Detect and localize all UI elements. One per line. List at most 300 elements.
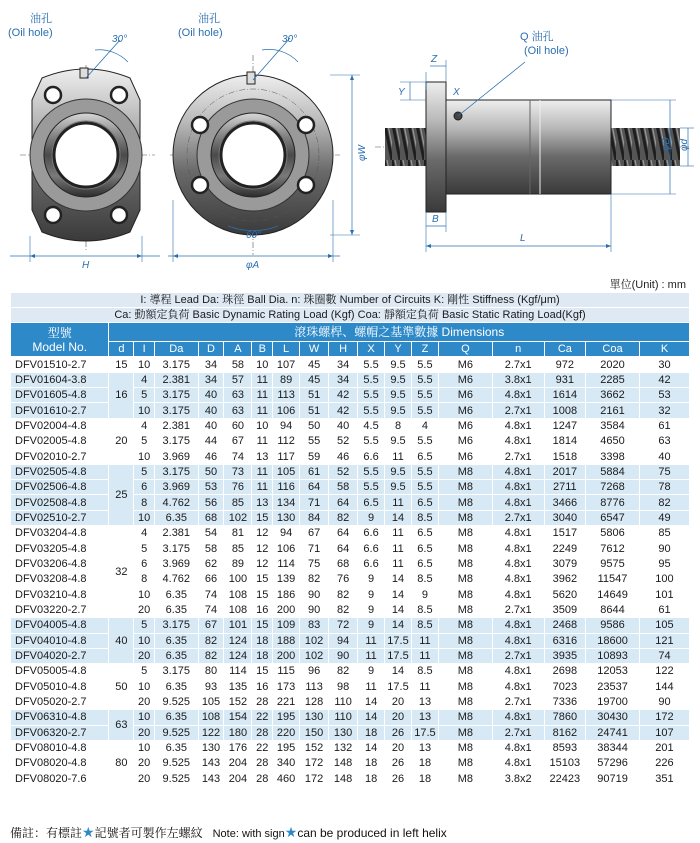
column-header-ca: Ca (544, 342, 585, 357)
table-cell: 6.5 (411, 556, 438, 571)
table-cell: M8 (438, 694, 492, 709)
table-cell: 4 (134, 372, 155, 387)
table-cell: 40 (329, 418, 358, 433)
table-cell: 4.8x1 (492, 526, 544, 541)
table-cell: M6 (438, 434, 492, 449)
table-cell: 30430 (586, 710, 640, 725)
table-cell: 20 (134, 648, 155, 663)
table-cell: 45 (300, 372, 329, 387)
table-cell: M8 (438, 771, 492, 786)
table-cell: 108 (224, 602, 252, 617)
table-cell: 45 (300, 357, 329, 372)
table-cell: 82 (329, 664, 358, 679)
table-cell: 94 (329, 633, 358, 648)
table-cell: 4 (411, 418, 438, 433)
table-cell: 67 (224, 434, 252, 449)
table-cell: 52 (329, 464, 358, 479)
table-cell: M8 (438, 572, 492, 587)
table-cell: 3.175 (155, 464, 199, 479)
table-cell: M8 (438, 648, 492, 663)
model-cell: DFV08020-7.6 (11, 771, 109, 786)
dim-d-label: φd (679, 138, 690, 151)
table-cell: 83 (300, 618, 329, 633)
table-cell: 102 (300, 633, 329, 648)
table-cell: 26 (385, 756, 412, 771)
table-cell: 2.7x1 (492, 449, 544, 464)
table-cell: 46 (329, 449, 358, 464)
table-cell: 154 (224, 710, 252, 725)
table-cell: 94 (273, 526, 300, 541)
table-cell: 204 (224, 771, 252, 786)
table-cell: 20 (385, 740, 412, 755)
table-cell: 102 (224, 510, 252, 525)
table-cell: 14 (358, 694, 385, 709)
table-cell: 4.8x1 (492, 556, 544, 571)
table-cell: 34 (198, 372, 224, 387)
table-cell: 116 (273, 480, 300, 495)
table-cell: 5 (134, 464, 155, 479)
dim-x-label: X (453, 87, 460, 98)
table-cell: 8.5 (411, 602, 438, 617)
column-header-q: Q (438, 342, 492, 357)
table-cell: 4.8x1 (492, 679, 544, 694)
table-cell: 2249 (544, 541, 585, 556)
table-cell: 74 (639, 648, 689, 663)
table-cell: 58 (198, 541, 224, 556)
table-cell: 6.35 (155, 510, 199, 525)
table-cell: 9.525 (155, 694, 199, 709)
table-cell: 931 (544, 372, 585, 387)
table-cell: 972 (544, 357, 585, 372)
table-row (11, 740, 690, 755)
table-cell: 2161 (586, 403, 640, 418)
table-cell: 6.35 (155, 740, 199, 755)
table-cell: 130 (329, 725, 358, 740)
table-cell: 95 (639, 556, 689, 571)
table-cell: 200 (273, 602, 300, 617)
table-cell: 16 (252, 679, 273, 694)
table-cell: 220 (273, 725, 300, 740)
table-cell: 115 (273, 664, 300, 679)
table-cell: 53 (639, 388, 689, 403)
table-cell: 76 (224, 480, 252, 495)
table-cell: 74 (198, 587, 224, 602)
table-cell: 3662 (586, 388, 640, 403)
table-cell: 57296 (586, 756, 640, 771)
table-cell: 71 (300, 541, 329, 556)
table-cell: 18 (411, 771, 438, 786)
table-cell: 8.5 (411, 510, 438, 525)
model-cell: DFV03204-4.8 (11, 526, 109, 541)
table-cell: 14 (385, 602, 412, 617)
table-cell: 11 (358, 679, 385, 694)
model-cell: DFV05020-2.7 (11, 694, 109, 709)
table-cell: 9 (358, 618, 385, 633)
table-cell: 7612 (586, 541, 640, 556)
table-cell: 128 (300, 694, 329, 709)
table-cell: 17.5 (411, 725, 438, 740)
table-cell: 226 (639, 756, 689, 771)
table-cell: 20 (134, 725, 155, 740)
table-cell: 90 (300, 602, 329, 617)
table-cell: 2711 (544, 480, 585, 495)
table-cell: 90 (329, 648, 358, 663)
table-cell: 40 (198, 403, 224, 418)
table-cell: 22 (252, 740, 273, 755)
table-cell: 102 (300, 648, 329, 663)
table-row (11, 357, 690, 372)
table-cell: 113 (300, 679, 329, 694)
table-cell: 109 (273, 618, 300, 633)
table-cell: 11 (252, 403, 273, 418)
angle-30-label-b: 30° (282, 34, 298, 45)
model-cell: DFV08020-4.8 (11, 756, 109, 771)
table-cell: 114 (224, 664, 252, 679)
table-cell: 12 (252, 556, 273, 571)
table-cell: 4 (134, 418, 155, 433)
table-cell: 6.5 (358, 495, 385, 510)
table-cell: 15 (252, 664, 273, 679)
table-cell: 10 (134, 587, 155, 602)
table-cell: 20 (134, 694, 155, 709)
table-cell: 90 (639, 541, 689, 556)
table-cell: 9.5 (385, 464, 412, 479)
table-cell: 10 (134, 403, 155, 418)
table-cell: 10 (134, 710, 155, 725)
oil-hole-label-cn-1: 油孔 (30, 13, 52, 25)
table-cell: M6 (438, 372, 492, 387)
table-cell: 9586 (586, 618, 640, 633)
table-cell: 22 (252, 710, 273, 725)
table-cell: 1614 (544, 388, 585, 403)
table-cell: 186 (273, 587, 300, 602)
table-cell: 78 (639, 480, 689, 495)
table-cell: 18 (358, 725, 385, 740)
table-cell: 4.8x1 (492, 664, 544, 679)
table-cell: 188 (273, 633, 300, 648)
table-cell: 6.6 (358, 449, 385, 464)
table-cell: 9.5 (385, 480, 412, 495)
ball-nut-drawing (0, 0, 700, 270)
table-cell: 18 (252, 648, 273, 663)
table-cell: 85 (639, 526, 689, 541)
table-cell: 5.5 (411, 372, 438, 387)
model-cell: DFV06310-4.8 (11, 710, 109, 725)
table-cell: 14 (358, 740, 385, 755)
table-cell: 110 (329, 710, 358, 725)
model-header (11, 323, 109, 357)
dim-h-label: H (82, 260, 90, 270)
table-cell: 89 (224, 556, 252, 571)
table-cell: 64 (329, 526, 358, 541)
table-cell: 152 (300, 740, 329, 755)
table-cell: 340 (273, 756, 300, 771)
table-cell: 4.8x1 (492, 587, 544, 602)
table-cell: 5.5 (411, 388, 438, 403)
column-header-a: A (224, 342, 252, 357)
table-cell: 108 (224, 587, 252, 602)
model-cell: DFV03210-4.8 (11, 587, 109, 602)
table-cell: 52 (329, 434, 358, 449)
table-cell: 28 (252, 756, 273, 771)
table-cell: 9575 (586, 556, 640, 571)
table-cell: 15 (252, 587, 273, 602)
footnote (10, 824, 447, 841)
table-cell: 51 (300, 403, 329, 418)
oil-hole-label-en-1: (Oil hole) (8, 27, 53, 39)
table-cell: 2285 (586, 372, 640, 387)
table-cell: 18600 (586, 633, 640, 648)
table-cell: 9.5 (385, 403, 412, 418)
table-cell: 16 (252, 602, 273, 617)
table-cell: 10 (134, 357, 155, 372)
table-cell: 50 (300, 418, 329, 433)
table-cell: 63 (639, 434, 689, 449)
oil-hole-label-en-2: (Oil hole) (178, 27, 223, 39)
shaft-dia-cell: 25 (109, 464, 134, 525)
model-cell: DFV05005-4.8 (11, 664, 109, 679)
table-cell: 4.8x1 (492, 572, 544, 587)
table-cell: 7860 (544, 710, 585, 725)
table-cell: 74 (224, 449, 252, 464)
table-cell: 6.35 (155, 648, 199, 663)
table-cell: M8 (438, 480, 492, 495)
table-cell: 5.5 (358, 403, 385, 418)
table-cell: 2468 (544, 618, 585, 633)
table-cell: M8 (438, 556, 492, 571)
table-cell: 13 (411, 740, 438, 755)
table-cell: 2698 (544, 664, 585, 679)
table-cell: 32 (639, 403, 689, 418)
table-cell: 11 (411, 679, 438, 694)
table-cell: 55 (300, 434, 329, 449)
table-cell: 113 (273, 388, 300, 403)
dim-z-label: Z (431, 54, 438, 65)
table-cell: 11 (358, 648, 385, 663)
table-cell: M8 (438, 510, 492, 525)
table-cell: 148 (329, 756, 358, 771)
table-cell: 89 (273, 372, 300, 387)
table-cell: 15 (252, 572, 273, 587)
table-cell: 6.35 (155, 710, 199, 725)
table-row (11, 418, 690, 433)
table-cell: 5.5 (411, 464, 438, 479)
table-cell: 28 (252, 694, 273, 709)
table-cell: 26 (385, 771, 412, 786)
model-cell: DFV02505-4.8 (11, 464, 109, 479)
table-cell: 6.35 (155, 587, 199, 602)
table-cell: 2.381 (155, 372, 199, 387)
table-cell: 10 (134, 633, 155, 648)
dim-b-label: B (432, 214, 439, 225)
table-cell: M8 (438, 633, 492, 648)
table-cell: 4.8x1 (492, 618, 544, 633)
table-cell: 124 (224, 648, 252, 663)
model-cell: DFV01605-4.8 (11, 388, 109, 403)
table-cell: 71 (300, 495, 329, 510)
table-cell: M6 (438, 403, 492, 418)
table-cell: 4.8x1 (492, 418, 544, 433)
table-cell: 3.175 (155, 434, 199, 449)
table-cell: 1008 (544, 403, 585, 418)
note-en-prefix: Note: with sign (212, 828, 285, 840)
table-cell: 107 (273, 357, 300, 372)
table-cell: 75 (639, 464, 689, 479)
table-cell: 9.5 (385, 372, 412, 387)
table-cell: 172 (639, 710, 689, 725)
table-cell: 8 (385, 418, 412, 433)
table-cell: 82 (329, 587, 358, 602)
spec-table (10, 292, 690, 787)
table-cell: 61 (639, 418, 689, 433)
table-cell: 1517 (544, 526, 585, 541)
table-cell: 51 (300, 388, 329, 403)
model-header-cn: 型號 (47, 325, 72, 340)
table-cell: 14 (358, 710, 385, 725)
table-cell: 9.525 (155, 771, 199, 786)
table-cell: 90 (300, 587, 329, 602)
table-cell: 14 (385, 572, 412, 587)
column-header-row (11, 342, 690, 357)
table-cell: M8 (438, 664, 492, 679)
table-cell: 173 (273, 679, 300, 694)
table-cell: 10 (134, 510, 155, 525)
table-cell: 105 (198, 694, 224, 709)
table-cell: 6547 (586, 510, 640, 525)
table-cell: 4.8x1 (492, 495, 544, 510)
table-cell: 80 (198, 664, 224, 679)
table-cell: 15 (252, 618, 273, 633)
table-cell: 20 (134, 602, 155, 617)
table-cell: 85 (224, 541, 252, 556)
table-row (11, 464, 690, 479)
column-header-d: D (198, 342, 224, 357)
table-cell: 7336 (544, 694, 585, 709)
table-cell: 172 (300, 756, 329, 771)
table-cell: 5.5 (358, 388, 385, 403)
table-cell: 14 (385, 664, 412, 679)
table-cell: 90 (639, 694, 689, 709)
table-cell: 114 (273, 556, 300, 571)
table-cell: 9.5 (385, 388, 412, 403)
table-cell: 9 (358, 572, 385, 587)
table-cell: 18 (411, 756, 438, 771)
table-cell: 3.8x1 (492, 372, 544, 387)
dim-y-label: Y (398, 87, 405, 98)
note-cn-prefix: 備註：有標註 (10, 826, 83, 840)
table-cell: 82 (300, 572, 329, 587)
table-cell: 5884 (586, 464, 640, 479)
table-cell: 5 (134, 618, 155, 633)
table-cell: 63 (224, 388, 252, 403)
table-cell: 11 (252, 480, 273, 495)
table-cell: 18 (358, 771, 385, 786)
table-cell: 7023 (544, 679, 585, 694)
model-cell: DFV03206-4.8 (11, 556, 109, 571)
table-cell: 9.525 (155, 725, 199, 740)
table-cell: 148 (329, 771, 358, 786)
table-cell: 8162 (544, 725, 585, 740)
table-cell: 64 (329, 541, 358, 556)
table-cell: 4.8x1 (492, 388, 544, 403)
table-cell: 106 (273, 403, 300, 418)
model-cell: DFV03208-4.8 (11, 572, 109, 587)
table-cell: 3962 (544, 572, 585, 587)
table-cell: 5620 (544, 587, 585, 602)
table-cell: 3466 (544, 495, 585, 510)
table-cell: 20 (385, 694, 412, 709)
table-cell: 18 (252, 633, 273, 648)
model-cell: DFV08010-4.8 (11, 740, 109, 755)
table-cell: 13 (411, 694, 438, 709)
front-view-round-flange (168, 38, 360, 262)
table-cell: 42 (639, 372, 689, 387)
table-cell: 34 (329, 372, 358, 387)
table-cell: 38344 (586, 740, 640, 755)
table-cell: 11547 (586, 572, 640, 587)
table-cell: 28 (252, 771, 273, 786)
table-row (11, 372, 690, 387)
table-cell: 15 (252, 510, 273, 525)
table-cell: M6 (438, 388, 492, 403)
table-cell: 105 (639, 618, 689, 633)
dim-w-label: φW (357, 145, 368, 161)
oil-hole-q-label-en: (Oil hole) (524, 45, 569, 57)
table-cell: 101 (224, 618, 252, 633)
legend-line-1: I: 導程 Lead Da: 珠徑 Ball Dia. n: 珠圈數 Number of Circuits K: 剛性 Stiffness (Kgf/μm) (11, 293, 690, 308)
table-cell: 10893 (586, 648, 640, 663)
table-cell: 20 (134, 756, 155, 771)
table-cell: 106 (273, 541, 300, 556)
table-cell: 3.969 (155, 480, 199, 495)
table-cell: 100 (639, 572, 689, 587)
model-cell: DFV02004-4.8 (11, 418, 109, 433)
table-cell: 4.5 (358, 418, 385, 433)
table-cell: 20 (385, 710, 412, 725)
table-cell: 24741 (586, 725, 640, 740)
table-cell: 10 (252, 357, 273, 372)
table-cell: 17.5 (385, 633, 412, 648)
table-cell: 11 (252, 434, 273, 449)
table-cell: 3.8x2 (492, 771, 544, 786)
table-cell: 94 (273, 418, 300, 433)
table-cell: 6 (134, 556, 155, 571)
table-cell: 11 (411, 633, 438, 648)
table-cell: 11 (252, 372, 273, 387)
table-cell: 221 (273, 694, 300, 709)
model-cell: DFV02005-4.8 (11, 434, 109, 449)
table-cell: 3040 (544, 510, 585, 525)
column-header-z: Z (411, 342, 438, 357)
table-cell: 5.5 (358, 464, 385, 479)
table-cell: 6.5 (411, 526, 438, 541)
model-cell: DFV01604-3.8 (11, 372, 109, 387)
model-cell: DFV02508-4.8 (11, 495, 109, 510)
table-cell: 14 (385, 587, 412, 602)
table-cell: 1814 (544, 434, 585, 449)
table-cell: 3.969 (155, 449, 199, 464)
table-cell: 6 (134, 480, 155, 495)
table-cell: 40 (198, 388, 224, 403)
table-cell: 11 (385, 556, 412, 571)
table-cell: 50 (198, 464, 224, 479)
table-cell: 10 (252, 418, 273, 433)
table-cell: 34 (329, 357, 358, 372)
table-cell: 67 (300, 526, 329, 541)
table-cell: 11 (358, 633, 385, 648)
table-cell: 351 (639, 771, 689, 786)
column-header-b: B (252, 342, 273, 357)
